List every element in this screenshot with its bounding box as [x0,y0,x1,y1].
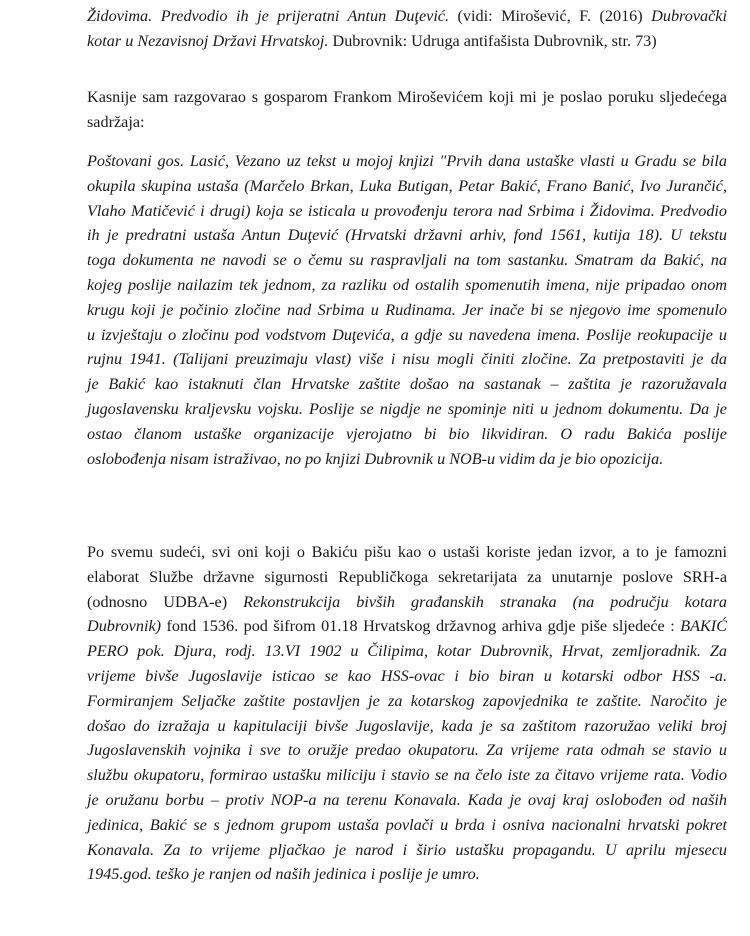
letter-line: Vlaho Matičević i drugi) koja se isticala u provođenju terora nad Srbima i Židovima. Predvodio [87,201,727,220]
text-line: došao do izražaja u kapitulaciji bivše Jugoslavije, kada je sa zaštitom razoružao veliki broj [87,716,727,735]
final-paragraph [87,540,727,887]
letter-line: ih je predratni ustaša Antun Duţević (Hrvatski državni arhiv, fond 1561, kutija 18). U tekstu [87,226,727,245]
letter-line: je Bakić kao istaknuti član Hrvatske zaštite došao na sastanak – zaštita je razoružavala [87,375,727,394]
italic-text: Dubrovački [651,7,727,25]
letter-line: u izvještaju o zločinu pod vodstvom Duţevića, a gdje su navedena imena. Poslije reokupacije u [87,325,727,344]
letter-line: jugoslavensku kraljevsku vojsku. Poslije se nigdje ne spominje niti u jednom dokumentu. Da je [87,399,727,418]
text-line [87,614,727,639]
text-line: jedinica, Bakić se s jednom grupom ustaša povlači u brda i osniva nacionalni hrvatski pokret [87,815,727,834]
text: (odnosno UDBA-e) [87,592,244,611]
quoted-letter [87,149,727,471]
text: (vidi: Mirošević, F. (2016) [449,7,652,25]
text-line: sadržaja: [87,112,145,131]
letter-line: Poštovani gos. Lasić, Vezano uz tekst u mojoj knjizi "Prvih dana ustaške vlasti u Gradu se bila [87,152,727,170]
letter-line: okupila skupina ustaša (Marčelo Brkan, Luka Butigan, Petar Bakić, Frano Banić, Ivo Jurančić, [87,176,727,195]
italic-text: Dubrovnik) [87,617,162,636]
text-line: Jugoslavenskih vojnika i sve to oružje predao okupatoru. Za vrijeme rata odmah se stavio u [87,741,727,760]
text-line: Formiranjem Seljačke zaštite postavljen je za kotarskog zapovjednika te zaštite. Naročito je [87,691,727,710]
text-line [87,590,727,615]
text-line: službu okupatoru, formirao ustašku miliciju i stavio se na čelo iste za čitavo vrijeme rata. Vodio [87,766,727,785]
letter-line: toga dokumenta ne navodi se o čemu su raspravljali na tom sastanku. Smatram da Bakić, na [87,251,727,270]
text-line: Kasnije sam razgovarao s gosparom Frankom Miroševićem koji mi je poslao poruku sljedećega [87,88,727,106]
text-line [87,4,727,29]
letter-line: krugu koji je počinio zločine nad Srbima u Rudinama. Jer inače bi se njegovo ime spomenulo [87,300,727,319]
text-line: Konavala. Za to vrijeme pljačkao je narod i širio ustašku propagandu. U aprilu mjesecu [87,840,727,859]
letter-line: ostao članom ustaške organizacije vjerojatno bi bio likvidiran. O radu Bakića poslije [87,424,727,443]
text: Dubrovnik: Udruga antifašista Dubrovnik, str. 73) [328,31,657,50]
italic-text: BAKIĆ [680,617,727,636]
letter-line: rujnu 1941. (Talijani preuzimaju vlast) više i nisu mogli činiti zločine. Za pretpostaviti je da [87,350,727,369]
text-line: je oružanu borbu – protiv NOP-a na terenu Konavala. Kada je ovaj kraj oslobođen od naših [87,790,727,809]
text: fond 1536. pod šifrom 01.18 Hrvatskog državnog arhiva gdje piše sljedeće : [161,617,681,636]
letter-line: oslobođenja nisam istraživao, no po knjizi Dubrovnik u NOB-u vidim da je bio opozicija. [87,449,664,468]
top-paragraph [87,4,727,54]
intro-paragraph [87,85,727,135]
text-line: 1945.god. teško je ranjen od naših jedinica i poslije je umro. [87,865,480,884]
text-line: PERO pok. Djura, rodj. 13.VI 1902 u Čilipima, kotar Dubrovnik, Hrvat, zemljoradnik. Za [87,642,727,661]
letter-line: kojeg poslije nailazim tek jednom, za razliku od ostalih spomenutih imena, nije pripadao onom [87,275,727,294]
text-line: vrijeme bivše Jugoslavije isticao se kao HSS-ovac i bio biran u kotarski odbor HSS -a. [87,666,727,685]
text-line [87,29,727,54]
text-line: Po svemu sudeći, svi oni koji o Bakiću pišu kao o ustaši koriste jedan izvor, a to je famozni [87,543,727,561]
italic-text: kotar u Nezavisnoj Državi Hrvatskoj. [87,31,329,50]
text-line: elaborat Službe državne sigurnosti Republičkoga sekretarijata za unutarnje poslove SRH-a [87,567,727,586]
italic-text: Rekonstrukcija bivših građanskih stranaka (na području kotara [243,592,727,611]
italic-text: Židovima. Predvodio ih je prijeratni Antun Duţević. [87,7,450,25]
